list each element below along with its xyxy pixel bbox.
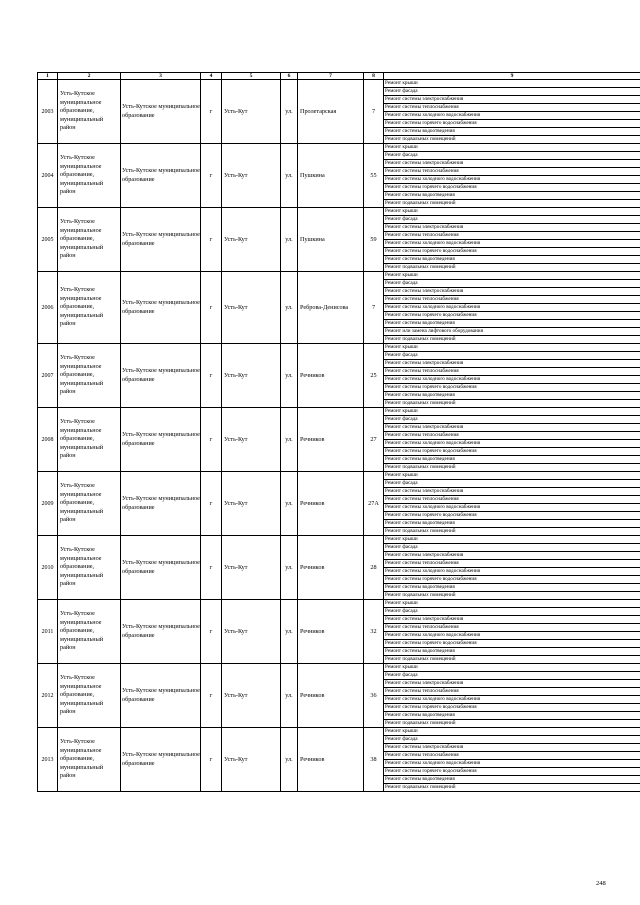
repair-work-item: Ремонт системы горячего водоснабжения <box>384 512 640 520</box>
column-header: 1 <box>38 73 58 80</box>
repair-work-item: Ремонт фасада <box>384 608 640 616</box>
repair-work-item: Ремонт крыши <box>384 664 640 672</box>
settlement-cell: Усть-Кутское муниципальное образование <box>121 272 201 344</box>
repair-work-item: Ремонт подвальных помещений <box>384 464 640 472</box>
register-body <box>38 80 640 792</box>
street-type-cell: ул. <box>281 344 298 408</box>
building-row <box>38 472 640 480</box>
street-cell: Реброва-Денисова <box>298 272 364 344</box>
street-cell: Речников <box>298 344 364 408</box>
repair-work-item: Ремонт системы горячего водоснабжения <box>384 248 640 256</box>
repair-work-item: Ремонт фасада <box>384 480 640 488</box>
municipality-cell: Усть-Кутское муниципальное образование, муниципальный район <box>58 208 121 272</box>
locality-type-cell: г <box>201 472 222 536</box>
repair-work-item: Ремонт подвальных помещений <box>384 400 640 408</box>
repair-work-item: Ремонт подвальных помещений <box>384 336 640 344</box>
repair-work-item: Ремонт системы теплоснабжения <box>384 688 640 696</box>
repair-work-item: Ремонт системы горячего водоснабжения <box>384 384 640 392</box>
repair-work-item: Ремонт системы теплоснабжения <box>384 496 640 504</box>
settlement-cell: Усть-Кутское муниципальное образование <box>121 472 201 536</box>
house-number-cell: 55 <box>364 144 384 208</box>
repair-work-item: Ремонт подвальных помещений <box>384 592 640 600</box>
municipality-cell: Усть-Кутское муниципальное образование, муниципальный район <box>58 664 121 728</box>
row-number: 2003 <box>38 80 58 144</box>
street-type-cell: ул. <box>281 536 298 600</box>
street-cell: Речников <box>298 728 364 792</box>
municipality-cell: Усть-Кутское муниципальное образование, муниципальный район <box>58 600 121 664</box>
repair-work-item: Ремонт системы электроснабжения <box>384 96 640 104</box>
repair-work-item: Ремонт фасада <box>384 544 640 552</box>
repair-work-item: Ремонт крыши <box>384 728 640 736</box>
repair-work-item: Ремонт системы водоотведения <box>384 584 640 592</box>
repair-work-item: Ремонт системы водоотведения <box>384 776 640 784</box>
repair-work-item: Ремонт фасада <box>384 280 640 288</box>
repair-work-item: Ремонт системы электроснабжения <box>384 360 640 368</box>
repair-work-item: Ремонт крыши <box>384 536 640 544</box>
settlement-cell: Усть-Кутское муниципальное образование <box>121 80 201 144</box>
column-header: 8 <box>364 73 384 80</box>
locality-cell: Усть-Кут <box>222 472 281 536</box>
house-number-cell: 59 <box>364 208 384 272</box>
municipality-cell: Усть-Кутское муниципальное образование, муниципальный район <box>58 272 121 344</box>
municipality-cell: Усть-Кутское муниципальное образование, муниципальный район <box>58 80 121 144</box>
repair-work-item: Ремонт системы теплоснабжения <box>384 560 640 568</box>
column-header: 6 <box>281 73 298 80</box>
repair-register-table <box>37 72 640 792</box>
repair-work-item: Ремонт системы холодного водоснабжения <box>384 304 640 312</box>
street-type-cell: ул. <box>281 144 298 208</box>
repair-work-item: Ремонт системы холодного водоснабжения <box>384 504 640 512</box>
repair-work-item: Ремонт крыши <box>384 408 640 416</box>
repair-work-item: Ремонт системы холодного водоснабжения <box>384 176 640 184</box>
building-row <box>38 344 640 352</box>
repair-work-item: Ремонт системы электроснабжения <box>384 160 640 168</box>
repair-work-item: Ремонт системы водоотведения <box>384 712 640 720</box>
repair-work-item: Ремонт системы горячего водоснабжения <box>384 576 640 584</box>
column-header: 5 <box>222 73 281 80</box>
repair-work-item: Ремонт фасада <box>384 216 640 224</box>
repair-work-item: Ремонт фасада <box>384 736 640 744</box>
locality-type-cell: г <box>201 536 222 600</box>
locality-cell: Усть-Кут <box>222 664 281 728</box>
repair-work-item: Ремонт системы водоотведения <box>384 456 640 464</box>
repair-work-item: Ремонт крыши <box>384 472 640 480</box>
row-number: 2013 <box>38 728 58 792</box>
house-number-cell: 32 <box>364 600 384 664</box>
repair-work-item: Ремонт системы холодного водоснабжения <box>384 760 640 768</box>
street-type-cell: ул. <box>281 472 298 536</box>
settlement-cell: Усть-Кутское муниципальное образование <box>121 664 201 728</box>
locality-cell: Усть-Кут <box>222 344 281 408</box>
repair-work-item: Ремонт системы водоотведения <box>384 648 640 656</box>
row-number: 2009 <box>38 472 58 536</box>
repair-work-item: Ремонт системы теплоснабжения <box>384 752 640 760</box>
locality-type-cell: г <box>201 208 222 272</box>
locality-cell: Усть-Кут <box>222 144 281 208</box>
repair-work-item: Ремонт системы холодного водоснабжения <box>384 632 640 640</box>
street-type-cell: ул. <box>281 80 298 144</box>
street-cell: Пушкина <box>298 208 364 272</box>
building-row <box>38 728 640 736</box>
settlement-cell: Усть-Кутское муниципальное образование <box>121 728 201 792</box>
street-cell: Пролетарская <box>298 80 364 144</box>
repair-work-item: Ремонт системы горячего водоснабжения <box>384 640 640 648</box>
house-number-cell: 38 <box>364 728 384 792</box>
column-header: 2 <box>58 73 121 80</box>
building-row <box>38 80 640 88</box>
row-number: 2011 <box>38 600 58 664</box>
settlement-cell: Усть-Кутское муниципальное образование <box>121 344 201 408</box>
repair-work-item: Ремонт системы электроснабжения <box>384 616 640 624</box>
house-number-cell: 27 <box>364 408 384 472</box>
building-row <box>38 408 640 416</box>
repair-work-item: Ремонт подвальных помещений <box>384 264 640 272</box>
repair-work-item: Ремонт системы горячего водоснабжения <box>384 312 640 320</box>
repair-work-item: Ремонт системы горячего водоснабжения <box>384 768 640 776</box>
settlement-cell: Усть-Кутское муниципальное образование <box>121 408 201 472</box>
repair-work-item: Ремонт подвальных помещений <box>384 528 640 536</box>
column-header: 4 <box>201 73 222 80</box>
repair-work-item: Ремонт крыши <box>384 144 640 152</box>
locality-type-cell: г <box>201 144 222 208</box>
locality-type-cell: г <box>201 344 222 408</box>
street-cell: Речников <box>298 408 364 472</box>
municipality-cell: Усть-Кутское муниципальное образование, муниципальный район <box>58 144 121 208</box>
house-number-cell: 36 <box>364 664 384 728</box>
repair-work-item: Ремонт системы теплоснабжения <box>384 296 640 304</box>
page-number: 248 <box>596 880 606 887</box>
row-number: 2006 <box>38 272 58 344</box>
locality-cell: Усть-Кут <box>222 536 281 600</box>
repair-work-item: Ремонт подвальных помещений <box>384 784 640 792</box>
column-header: 7 <box>298 73 364 80</box>
building-row <box>38 600 640 608</box>
repair-work-item: Ремонт системы холодного водоснабжения <box>384 112 640 120</box>
repair-work-item: Ремонт системы холодного водоснабжения <box>384 240 640 248</box>
repair-work-item: Ремонт подвальных помещений <box>384 136 640 144</box>
street-cell: Пушкина <box>298 144 364 208</box>
building-row <box>38 536 640 544</box>
repair-work-item: Ремонт системы электроснабжения <box>384 680 640 688</box>
repair-work-item: Ремонт системы горячего водоснабжения <box>384 120 640 128</box>
repair-work-item: Ремонт фасада <box>384 88 640 96</box>
row-number: 2010 <box>38 536 58 600</box>
locality-cell: Усть-Кут <box>222 80 281 144</box>
municipality-cell: Усть-Кутское муниципальное образование, муниципальный район <box>58 536 121 600</box>
settlement-cell: Усть-Кутское муниципальное образование <box>121 208 201 272</box>
repair-work-item: Ремонт системы теплоснабжения <box>384 624 640 632</box>
repair-work-item: Ремонт системы электроснабжения <box>384 488 640 496</box>
repair-work-item: Ремонт системы электроснабжения <box>384 424 640 432</box>
repair-work-item: Ремонт системы холодного водоснабжения <box>384 568 640 576</box>
repair-work-item: Ремонт системы электроснабжения <box>384 224 640 232</box>
locality-type-cell: г <box>201 80 222 144</box>
municipality-cell: Усть-Кутское муниципальное образование, муниципальный район <box>58 408 121 472</box>
locality-cell: Усть-Кут <box>222 408 281 472</box>
locality-type-cell: г <box>201 728 222 792</box>
street-type-cell: ул. <box>281 272 298 344</box>
repair-work-item: Ремонт системы холодного водоснабжения <box>384 376 640 384</box>
repair-work-item: Ремонт системы теплоснабжения <box>384 368 640 376</box>
building-row <box>38 208 640 216</box>
repair-work-item: Ремонт подвальных помещений <box>384 656 640 664</box>
row-number: 2012 <box>38 664 58 728</box>
locality-cell: Усть-Кут <box>222 272 281 344</box>
locality-cell: Усть-Кут <box>222 728 281 792</box>
repair-work-item: Ремонт системы водоотведения <box>384 256 640 264</box>
repair-work-item: Ремонт крыши <box>384 272 640 280</box>
repair-work-item: Ремонт фасада <box>384 416 640 424</box>
repair-work-item: Ремонт системы горячего водоснабжения <box>384 704 640 712</box>
column-header: 3 <box>121 73 201 80</box>
house-number-cell: 27А <box>364 472 384 536</box>
repair-work-item: Ремонт системы горячего водоснабжения <box>384 448 640 456</box>
repair-work-item: Ремонт системы теплоснабжения <box>384 432 640 440</box>
locality-type-cell: г <box>201 600 222 664</box>
locality-type-cell: г <box>201 664 222 728</box>
header-row <box>38 73 640 80</box>
row-number: 2008 <box>38 408 58 472</box>
repair-work-item: Ремонт системы водоотведения <box>384 320 640 328</box>
street-cell: Речников <box>298 536 364 600</box>
settlement-cell: Усть-Кутское муниципальное образование <box>121 536 201 600</box>
municipality-cell: Усть-Кутское муниципальное образование, муниципальный район <box>58 344 121 408</box>
repair-work-item: Ремонт крыши <box>384 600 640 608</box>
house-number-cell: 7 <box>364 80 384 144</box>
repair-work-item: Ремонт фасада <box>384 352 640 360</box>
column-header: 9 <box>384 73 640 80</box>
repair-work-item: Ремонт системы холодного водоснабжения <box>384 440 640 448</box>
repair-work-item: Ремонт системы водоотведения <box>384 392 640 400</box>
repair-work-item: Ремонт подвальных помещений <box>384 720 640 728</box>
settlement-cell: Усть-Кутское муниципальное образование <box>121 600 201 664</box>
locality-type-cell: г <box>201 272 222 344</box>
repair-work-item: Ремонт фасада <box>384 672 640 680</box>
house-number-cell: 25 <box>364 344 384 408</box>
repair-work-item: Ремонт системы холодного водоснабжения <box>384 696 640 704</box>
repair-work-item: Ремонт крыши <box>384 208 640 216</box>
repair-work-item: Ремонт подвальных помещений <box>384 200 640 208</box>
locality-type-cell: г <box>201 408 222 472</box>
repair-work-item: Ремонт системы водоотведения <box>384 520 640 528</box>
repair-work-item: Ремонт системы электроснабжения <box>384 288 640 296</box>
street-cell: Речников <box>298 472 364 536</box>
repair-work-item: Ремонт системы водоотведения <box>384 128 640 136</box>
row-number: 2004 <box>38 144 58 208</box>
municipality-cell: Усть-Кутское муниципальное образование, муниципальный район <box>58 728 121 792</box>
building-row <box>38 144 640 152</box>
street-cell: Речников <box>298 600 364 664</box>
street-type-cell: ул. <box>281 664 298 728</box>
repair-work-item: Ремонт крыши <box>384 80 640 88</box>
repair-work-item: Ремонт системы электроснабжения <box>384 552 640 560</box>
street-type-cell: ул. <box>281 728 298 792</box>
settlement-cell: Усть-Кутское муниципальное образование <box>121 144 201 208</box>
repair-work-item: Ремонт системы электроснабжения <box>384 744 640 752</box>
building-row <box>38 664 640 672</box>
house-number-cell: 28 <box>364 536 384 600</box>
row-number: 2007 <box>38 344 58 408</box>
repair-work-item: Ремонт системы теплоснабжения <box>384 232 640 240</box>
street-type-cell: ул. <box>281 408 298 472</box>
building-row <box>38 272 640 280</box>
street-cell: Речников <box>298 664 364 728</box>
repair-work-item: Ремонт системы теплоснабжения <box>384 168 640 176</box>
repair-work-item: Ремонт фасада <box>384 152 640 160</box>
repair-work-item: Ремонт системы теплоснабжения <box>384 104 640 112</box>
repair-work-item: Ремонт или замена лифтового оборудования <box>384 328 640 336</box>
house-number-cell: 7 <box>364 272 384 344</box>
street-type-cell: ул. <box>281 600 298 664</box>
street-type-cell: ул. <box>281 208 298 272</box>
locality-cell: Усть-Кут <box>222 208 281 272</box>
repair-work-item: Ремонт системы горячего водоснабжения <box>384 184 640 192</box>
repair-work-item: Ремонт системы водоотведения <box>384 192 640 200</box>
municipality-cell: Усть-Кутское муниципальное образование, муниципальный район <box>58 472 121 536</box>
locality-cell: Усть-Кут <box>222 600 281 664</box>
repair-work-item: Ремонт крыши <box>384 344 640 352</box>
row-number: 2005 <box>38 208 58 272</box>
